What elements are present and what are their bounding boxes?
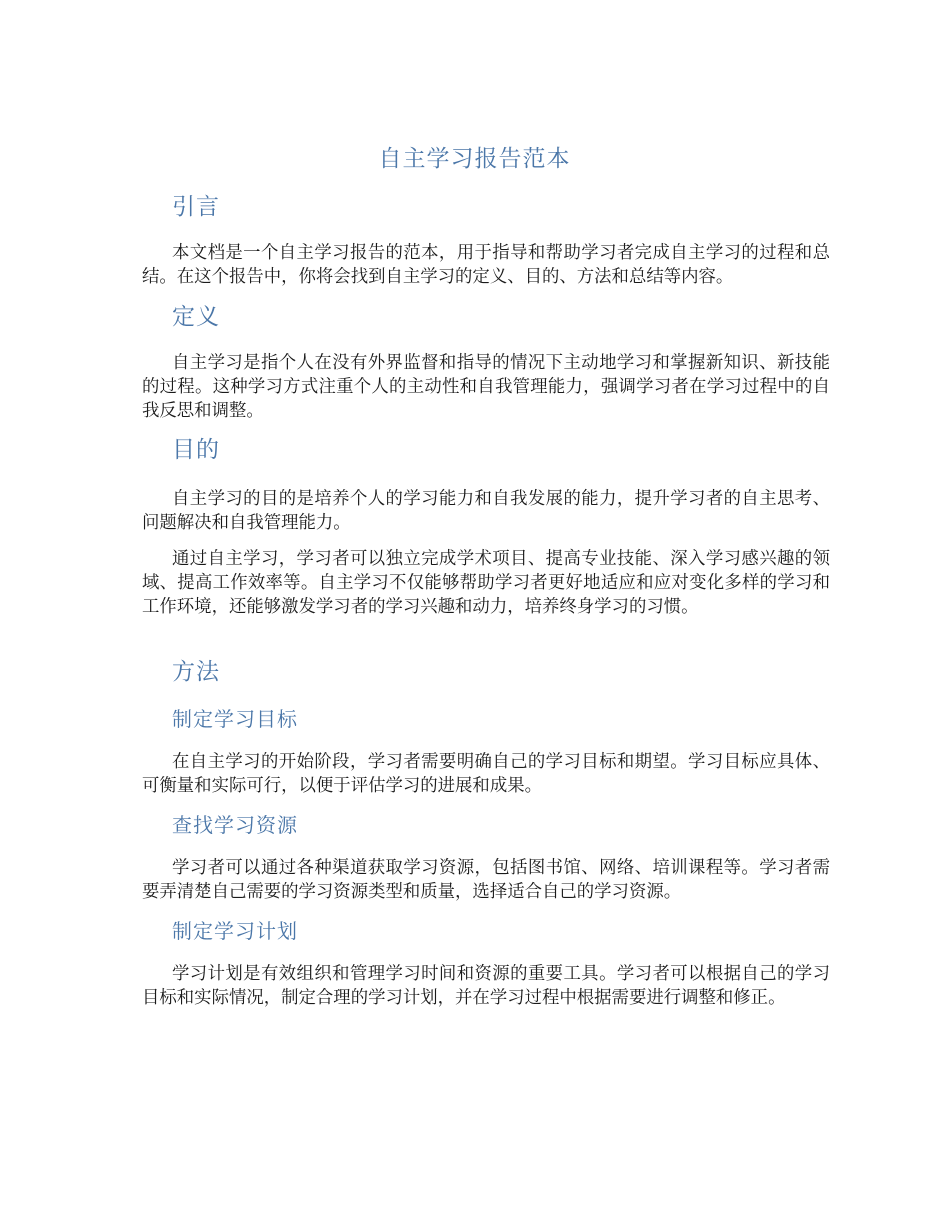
document-title: 自主学习报告范本 bbox=[378, 146, 571, 172]
paragraph-set-goals: 在自主学习的开始阶段，学习者需要明确自己的学习目标和期望。学习目标应具体、可衡量和实际可行，以便于评估学习的进展和成果。 bbox=[142, 752, 830, 796]
subsection-heading-make-plan: 制定学习计划 bbox=[172, 919, 298, 943]
paragraph-introduction: 本文档是一个自主学习报告的范本，用于指导和帮助学习者完成自主学习的过程和总结。在这个报告中，你将会找到自主学习的定义、目的、方法和总结等内容。 bbox=[142, 243, 830, 287]
paragraph-purpose-1: 自主学习的目的是培养个人的学习能力和自我发展的能力，提升学习者的自主思考、问题解决和自我管理能力。 bbox=[142, 489, 830, 533]
paragraph-make-plan: 学习计划是有效组织和管理学习时间和资源的重要工具。学习者可以根据自己的学习目标和实际情况，制定合理的学习计划，并在学习过程中根据需要进行调整和修正。 bbox=[142, 964, 830, 1008]
paragraph-purpose-2: 通过自主学习，学习者可以独立完成学术项目、提高专业技能、深入学习感兴趣的领域、提高工作效率等。自主学习不仅能够帮助学习者更好地适应和应对变化多样的学习和工作环境，还能够激发学习者的学习兴趣和动力，培养终身学习的习惯。 bbox=[142, 549, 830, 617]
subsection-heading-find-resources: 查找学习资源 bbox=[172, 813, 298, 837]
section-heading-introduction: 引言 bbox=[172, 194, 220, 220]
paragraph-definition: 自主学习是指个人在没有外界监督和指导的情况下主动地学习和掌握新知识、新技能的过程。这种学习方式注重个人的主动性和自我管理能力，强调学习者在学习过程中的自我反思和调整。 bbox=[142, 353, 830, 421]
section-heading-method: 方法 bbox=[172, 659, 220, 685]
subsection-heading-set-goals: 制定学习目标 bbox=[172, 707, 298, 731]
paragraph-find-resources: 学习者可以通过各种渠道获取学习资源，包括图书馆、网络、培训课程等。学习者需要弄清楚自己需要的学习资源类型和质量，选择适合自己的学习资源。 bbox=[142, 858, 830, 902]
section-heading-definition: 定义 bbox=[172, 304, 220, 330]
section-heading-purpose: 目的 bbox=[172, 437, 220, 463]
